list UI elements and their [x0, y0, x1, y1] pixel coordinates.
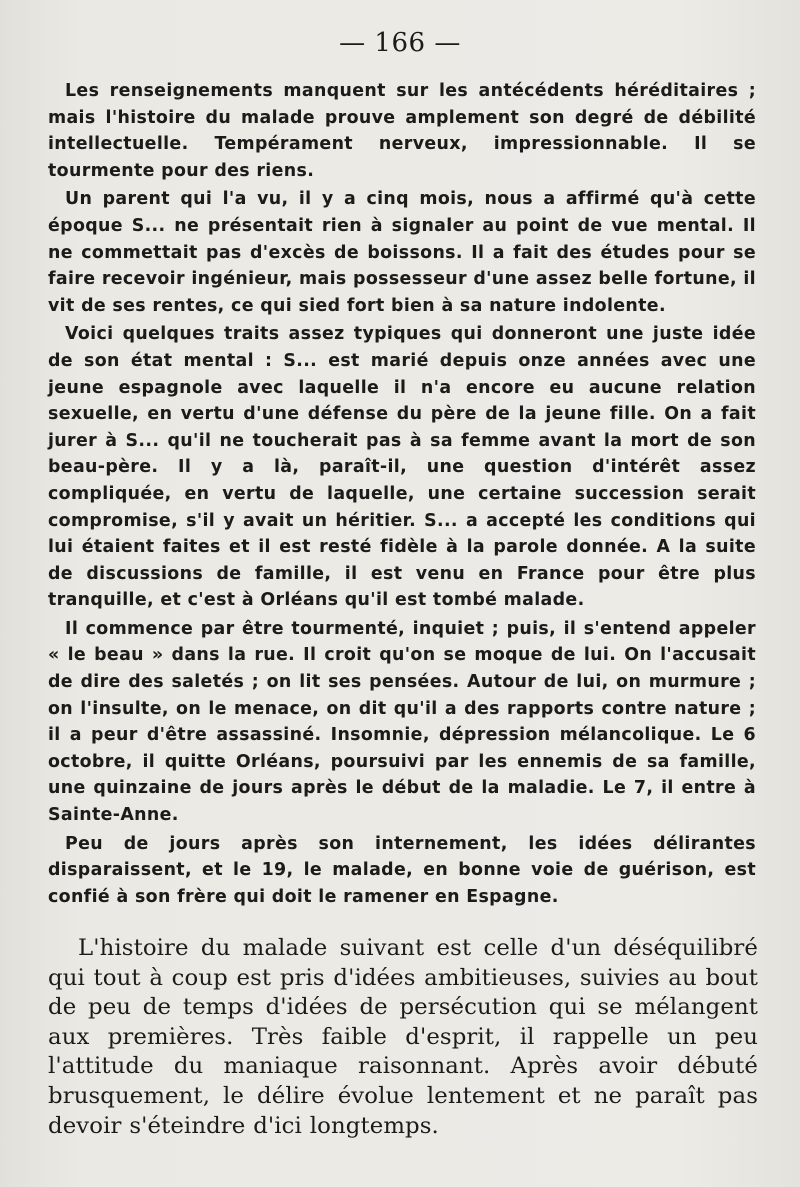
- case-notes-text: [48, 78, 756, 912]
- paragraph-outcome: Peu de jours après son internement, les idées délirantes disparaissent, et le 19, le malade, en bonne voie de guérison, est confié à son frère qui doit le ramener en Espagne.: [48, 833, 756, 907]
- paragraph-next-case: L'histoire du malade suivant est celle d'un déséquilibré qui tout à coup est pris d'idées ambitieuses, suivies au bout de peu de temps d'idées de persécution qui se mélangent aux premières. Très faible d'esprit, il rappelle un peu l'attitude du maniaque raisonnant. Après avoir débuté brusquement, le délire évolue lentement et ne paraît pas devoir s'éteindre d'ici longtemps.: [48, 935, 758, 1139]
- paragraph-symptoms: Il commence par être tourmenté, inquiet ; puis, il s'entend appeler « le beau » dans la rue. Il croit qu'on se moque de lui. On l'accusait de dire des saletés ; on lit ses pensées. Autour de lui, on murmure ; on l'insulte, on le menace, on dit qu'il a des rapports contre nature ; il a peur d'être assassiné. Insomnie, dépression mélancolique. Le 6 octobre, il quitte Orléans, poursuivi par les ennemis de sa famille, une quinzaine de jours après le début de la maladie. Le 7, il entre à Sainte-Anne.: [48, 618, 756, 826]
- paragraph-mental-state: Voici quelques traits assez typiques qui donneront une juste idée de son état mental : S... est marié depuis onze années avec une jeune espagnole avec laquelle il n'a encore eu aucune relation sexuelle, en vertu d'une défense du père de la jeune fille. On a fait jurer à S... qu'il ne toucherait pas à sa femme avant la mort de son beau-père. Il y a là, paraît-il, une question d'intérêt assez compliquée, en vertu de laquelle, une certaine succession serait compromise, s'il y avait un héritier. S... a accepté les conditions qui lui étaient faites et il est resté fidèle à la parole donnée. A la suite de discussions de famille, il est venu en France pour être plus tranquille, et c'est à Orléans qu'il est tombé malade.: [48, 324, 756, 611]
- page-number: — 166 —: [339, 28, 461, 58]
- paragraph-heredity: Les renseignements manquent sur les antécédents héréditaires ; mais l'histoire du malade prouve amplement son degré de débilité intellectuelle. Tempérament nerveux, impressionnable. Il se tourmente pour des riens.: [48, 81, 756, 181]
- paragraph-relative-statement: Un parent qui l'a vu, il y a cinq mois, nous a affirmé qu'à cette époque S... ne présentait rien à signaler au point de vue mental. Il ne commettait pas d'excès de boissons. Il a fait des études pour se faire recevoir ingénieur, mais possesseur d'une assez belle fortune, il vit de ses rentes, ce qui sied fort bien à sa nature indolente.: [48, 189, 756, 316]
- commentary-text: [48, 934, 758, 1141]
